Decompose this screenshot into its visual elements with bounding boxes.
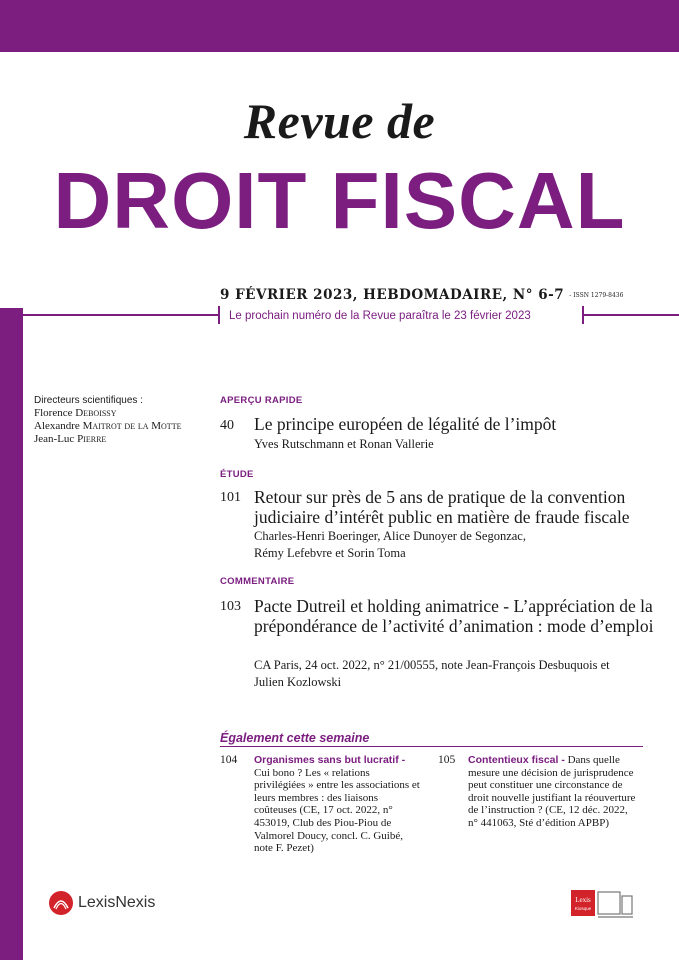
badge-line2: Kiosque [574,906,592,911]
left-color-band [0,308,23,960]
article-number: 101 [220,490,241,505]
issue-date: 9 FÉVRIER 2023, HEBDOMADAIRE, N° 6-7 [220,287,565,303]
article-number: 40 [220,418,234,433]
director-name: Alexandre Maitrot de la Motte [34,420,182,432]
also-item-body: Cui bono ? Les « relations privilégiées » entre les associations et leurs membres : des liaisons coûteuses (CE, 17 oct. 2022, n° 453019, Club des Piou-Piou de Valmorel Doucy, concl. C. Guibé, note F. Pezet) [254,766,420,855]
divider-tick-right [582,306,584,324]
also-item-heading: Organismes sans but lucratif - [254,754,406,766]
lexis-kiosque-badge [571,888,641,920]
article-authors: Yves Rutschmann et Ronan Vallerie [254,437,434,451]
divider-right [583,314,679,316]
director-name: Jean-Luc Pierre [34,433,107,445]
also-this-week-title: Également cette semaine [220,731,370,745]
also-item[interactable] [254,754,422,855]
also-item-body: Dans quelle mesure une décision de jurisprudence peut constituer une circonstance de droit nouvelle justifiant la réouverture de l’instruction ? (CE, 12 déc. 2022, n° 441063, Sté d’édition APBP) [468,754,636,829]
also-item-number: 105 [438,754,456,766]
top-color-band [0,0,679,52]
lexisnexis-logo [48,890,155,916]
article-title[interactable]: Le principe européen de légalité de l’impôt [254,414,557,434]
next-issue-notice: Le prochain numéro de la Revue paraîtra le 23 février 2023 [229,310,531,322]
director-name: Florence Deboissy [34,407,117,419]
also-item[interactable] [468,754,638,830]
issue-info [220,287,623,303]
article-number: 103 [220,599,241,614]
masthead-subtitle: Revue de [243,93,436,149]
article-authors: CA Paris, 24 oct. 2022, n° 21/00555, note Jean-François Desbuquois et Julien Kozlowski [254,658,610,689]
publisher-name: LexisNexis [78,894,156,911]
masthead-title: DROIT FISCAL [53,156,626,245]
article-title[interactable]: Retour sur près de 5 ans de pratique de la convention judiciaire d’intérêt public en matière de fraude fiscale [254,487,630,527]
section-label-commentaire: COMMENTAIRE [220,576,295,587]
also-item-number: 104 [220,754,238,766]
divider-left [23,314,218,316]
scientific-directors [34,394,181,446]
article-title[interactable]: Pacte Dutreil et holding animatrice - L’appréciation de la prépondérance de l’activité d’animation : mode d’emploi [254,596,654,636]
section-label-apercu: APERÇU RAPIDE [220,395,303,406]
issn: - ISSN 1279-8436 [569,292,624,299]
article-authors: Charles-Henri Boeringer, Alice Dunoyer de Segonzac, Rémy Lefebvre et Sorin Toma [254,529,526,560]
section-label-etude: ÉTUDE [220,469,254,480]
divider-tick-left [218,306,220,324]
directors-label: Directeurs scientifiques : [34,395,143,406]
badge-line1: Lexis [575,896,591,904]
lexisnexis-logo-icon [48,890,74,916]
also-item-heading: Contentieux fiscal - [468,754,565,766]
also-divider [220,746,643,747]
